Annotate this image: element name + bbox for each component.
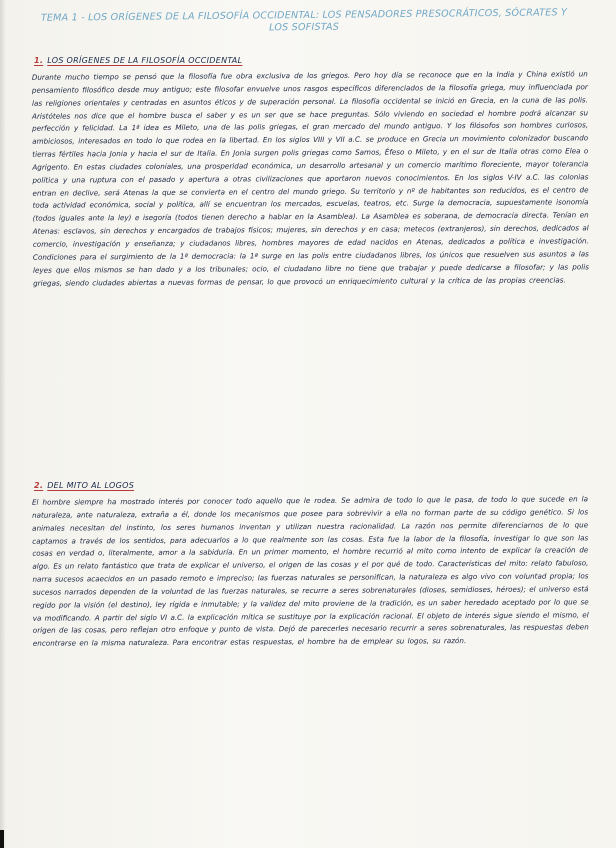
document-title: TEMA 1 - LOS ORÍGENES DE LA FILOSOFÍA OCCIDENTAL: LOS PENSADORES PRESOCRÁTICOS, SÓCRATES Y LOS SOFISTAS bbox=[40, 7, 568, 34]
section-2-number: 2. bbox=[34, 481, 44, 490]
section-2-body: El hombre siempre ha mostrado interés por conocer todo aquello que le rodea. Se admira de todo lo que le pasa, de todo lo que sucede en la naturaleza, ante naturaleza, extraña a él, donde los mecanismos que posee para sobrevivir a ella no forman parte de su código genético. Si los animales necesitan del instinto, los seres humanos inventan y utilizan nuestra racionalidad. La razón nos permite diferenciarnos de lo que captamos a través de los sentidos, para adecuarlos a lo que realmente son las cosas. Esta fue la labor de la filosofía, investigar lo que son las cosas en verdad o, literalmente, amor a la sabiduría. En un primer momento, el hombre recurrió al mito como intento de explicar la creación de algo. Es un relato fantástico que trata de explicar el universo, el origen de las cosas y el por qué de todo. Características del mito: relato fabuloso, narra sucesos acaecidos en un pasado remoto e impreciso; las fuerzas naturales se personifican, la naturaleza es algo vivo con voluntad propia; los sucesos narrados dependen de la voluntad de las fuerzas naturales, se recurre a seres sobrenaturales (dioses, semidioses, héroes); el universo está regido por la visión (el destino), ley rígida e inmutable; y la validez del mito proviene de la tradición, es un saber heredado aceptado por lo que se va modificando. A partir del siglo VI a.C. la explicación mítica se sustituye por la explicación racional. El objeto de interés sigue siendo el mismo, el origen de las cosas, pero reflejan otro enfoque y punto de vista. Dejó de parecerles necesario recurrir a seres sobrenaturales, las respuestas deben encontrarse en la misma naturaleza. Para encontrar estas respuestas, el hombre ha de emplear su logos, su razón. bbox=[31, 494, 589, 648]
section-1-number: 1. bbox=[34, 56, 44, 65]
section-1-heading bbox=[34, 56, 242, 65]
binding-mark bbox=[0, 830, 4, 848]
section-1-title: LOS ORÍGENES DE LA FILOSOFÍA OCCIDENTAL bbox=[47, 56, 243, 65]
section-2-title: DEL MITO AL LOGOS bbox=[47, 481, 135, 490]
section-1-body: Durante mucho tiempo se pensó que la filosofía fue obra exclusiva de los griegos. Pero hoy día se reconoce que en la India y China existió un pensamiento filosófico desde muy antiguo; este filosofar envuelve unos rasgos específicos diferenciados de la filosofía griega, muy influenciada por las religiones orientales y centradas en asuntos éticos y de superación personal. La filosofía occidental se inició en Grecia, en la cuna de las polis. Aristóteles nos dice que el hombre busca el saber y es un ser que se hace preguntas. Sólo viviendo en sociedad el hombre podrá alcanzar su perfección y felicidad. La 1ª idea es Mileto, una de las polis griegas, el gran mercado del mundo antiguo. Y los filósofos son hombres curiosos, ambiciosos, interesados en todo lo que rodea en la libertad. En los siglos VIII y VII a.C. se produce en Grecia un movimiento colonizador buscando tierras fértiles hacia Jonia y hacia el sur de Italia. En Jonia surgen polis griegas como Samos, Éfeso o Mileto, y en el sur de Italia otras como Elea o Agrigento. En estas ciudades coloniales, una prosperidad económica, un desarrollo artesanal y un comercio marítimo floreciente, mayor tolerancia política y una ruptura con el pasado y apertura a otras civilizaciones que aportaron nuevos conocimientos. En los siglos V-IV a.C. las colonias entran en declive, será Atenas la que se convierta en el centro del mundo griego. Su territorio y nº de habitantes son reducidos, es el centro de toda actividad económica, social y política, allí se encuentran los mercados, escuelas, teatros, etc. Surge la democracia, supuestamente isonomía (todos iguales ante la ley) e isegoría (todos tienen derecho a hablar en la Asamblea). La Asamblea es soberana, de democracia directa. Tenían en Atenas: esclavos, sin derechos y encargados de trabajos físicos; mujeres, sin derechos y en casa; metecos (extranjeros), sin derechos, dedicados al comercio, investigación y enseñanza; y ciudadanos libres, hombres mayores de edad nacidos en Atenas, dedicados a política e investigación. Condiciones para el surgimiento de la 1ª democracia: la 1ª surge en las polis entre ciudadanos libres, los únicos que resuelven sus asuntos a las leyes que ellos mismos se han dado y a los tribunales; ocio, el ciudadano libre no tiene que trabajar y puede dedicarse a filosofar; y las polis griegas, siendo ciudades abiertas a nuevas formas de pensar, lo que provocó un enriquecimiento cultural y la crítica de las propias creencias. bbox=[31, 69, 589, 288]
page-edge-shadow bbox=[0, 0, 6, 848]
section-2-heading bbox=[34, 481, 134, 490]
